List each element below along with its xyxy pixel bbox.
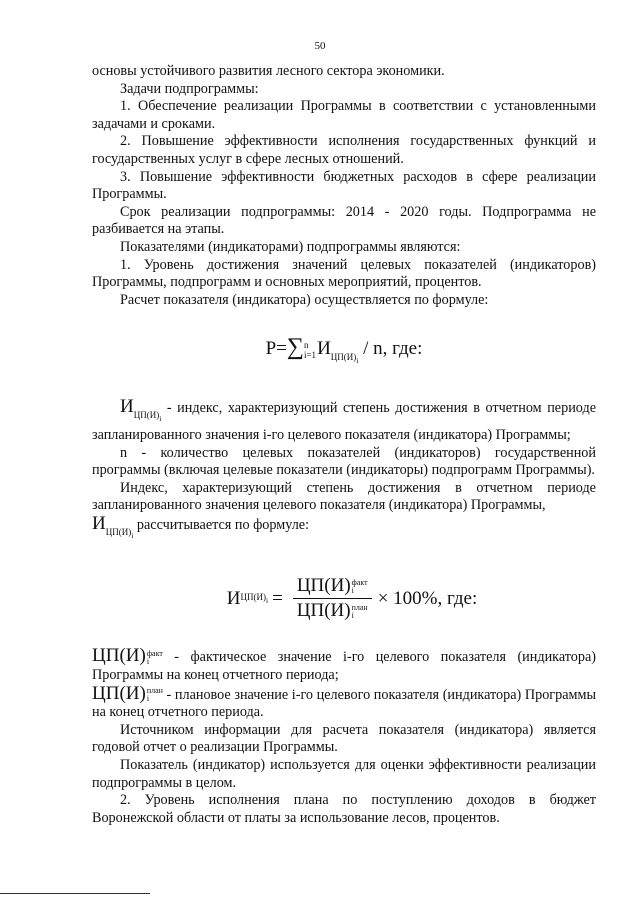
index-symbol: И — [92, 513, 106, 535]
sum-lower: i=1 — [303, 349, 317, 360]
page-bottom-rule — [0, 893, 150, 894]
paragraph: Показателями (индикаторами) подпрограммы являются: — [120, 238, 461, 255]
page-number: 50 — [314, 40, 326, 52]
paragraph: Расчет показателя (индикатора) осуществляется по формуле: — [120, 291, 489, 308]
paragraph: Показатель (индикатор) используется для оценки эффективности реализации подпрограммы в целом. — [92, 757, 596, 791]
paragraph: 1. Обеспечение реализации Программы в соответствии с установленными задачами и сроками. — [92, 98, 596, 132]
equals-sign: = — [272, 588, 283, 610]
sum-symbol: ∑ — [286, 334, 304, 361]
fact-term: ЦП(И) — [92, 645, 146, 667]
paragraph: ЦП(И)факт i - фактическое значение i-го целевого показателя (индикатора) Программы на конец отчетного периода; — [92, 645, 596, 684]
formula-tail: × 100%, где: — [377, 588, 478, 610]
index-symbol: И — [120, 395, 134, 417]
formula-symbol: И — [226, 588, 241, 610]
paragraph: $И_{ЦП(И)_i}$ - индекс, характеризующий степень достижения в отчетном периоде запланированного значения i-го целевого показателя (индикатора) Программы; — [92, 395, 596, 444]
formula-lhs: P= — [265, 338, 287, 360]
denominator: ЦП(И)план i — [296, 600, 368, 622]
formula-index — [92, 574, 596, 623]
paragraph: n - количество целевых показателей (индикаторов) государственной программы (включая целевые показатели (индикаторы) подпрограмм Программы). — [92, 444, 596, 479]
paragraph: 3. Повышение эффективности бюджетных расходов в сфере реализации Программы. — [92, 168, 596, 203]
index-subscript: ЦП(И)i — [105, 527, 134, 540]
paragraph: 1. Уровень достижения значений целевых показателей (индикаторов) Программы, подпрограмм и основных мероприятий, процентов. — [92, 256, 596, 291]
paragraph: Индекс, характеризующий степень достижения в отчетном периоде запланированного значения целевого показателя (индикатора) Программы, — [92, 479, 596, 514]
paragraph: Срок реализации подпрограммы: 2014 - 2020 годы. Подпрограмма не разбивается на этапы. — [92, 203, 596, 238]
formula-tail: / n, где: — [358, 338, 423, 360]
paragraph: ЦП(И)план i - плановое значение i-го целевого показателя (индикатора) Программы на конец отчетного периода. — [92, 682, 596, 721]
paragraph: Источником информации для расчета показателя (индикатора) является годовой отчет о реализации Программы. — [92, 721, 596, 756]
document-body — [92, 63, 596, 827]
formula-subscript: $ЦП(И)_i$ — [240, 591, 269, 605]
sum-upper: n — [303, 339, 309, 350]
index-subscript: ЦП(И)i — [133, 409, 162, 423]
paragraph: основы устойчивого развития лесного сектора экономики. — [92, 63, 445, 79]
paragraph: $И_{ЦП(И)_i}$ рассчитывается по формуле: — [92, 513, 310, 540]
sum-limits — [304, 340, 316, 360]
formula-subscript: ЦП(И)i — [330, 352, 359, 366]
paragraph: 2. Уровень исполнения плана по поступлению доходов в бюджет Воронежской области от платы за использование лесов, процентов. — [92, 792, 596, 826]
formula-sum — [92, 334, 596, 369]
formula-symbol: И — [317, 338, 331, 360]
fraction — [293, 574, 372, 623]
paragraph: Задачи подпрограммы: — [120, 80, 259, 97]
plan-term: ЦП(И) — [92, 682, 146, 704]
paragraph: 2. Повышение эффективности исполнения государственных функций и государственных услуг в сфере лесных отношений. — [92, 133, 596, 167]
numerator: ЦП(И)факт i — [296, 575, 368, 597]
